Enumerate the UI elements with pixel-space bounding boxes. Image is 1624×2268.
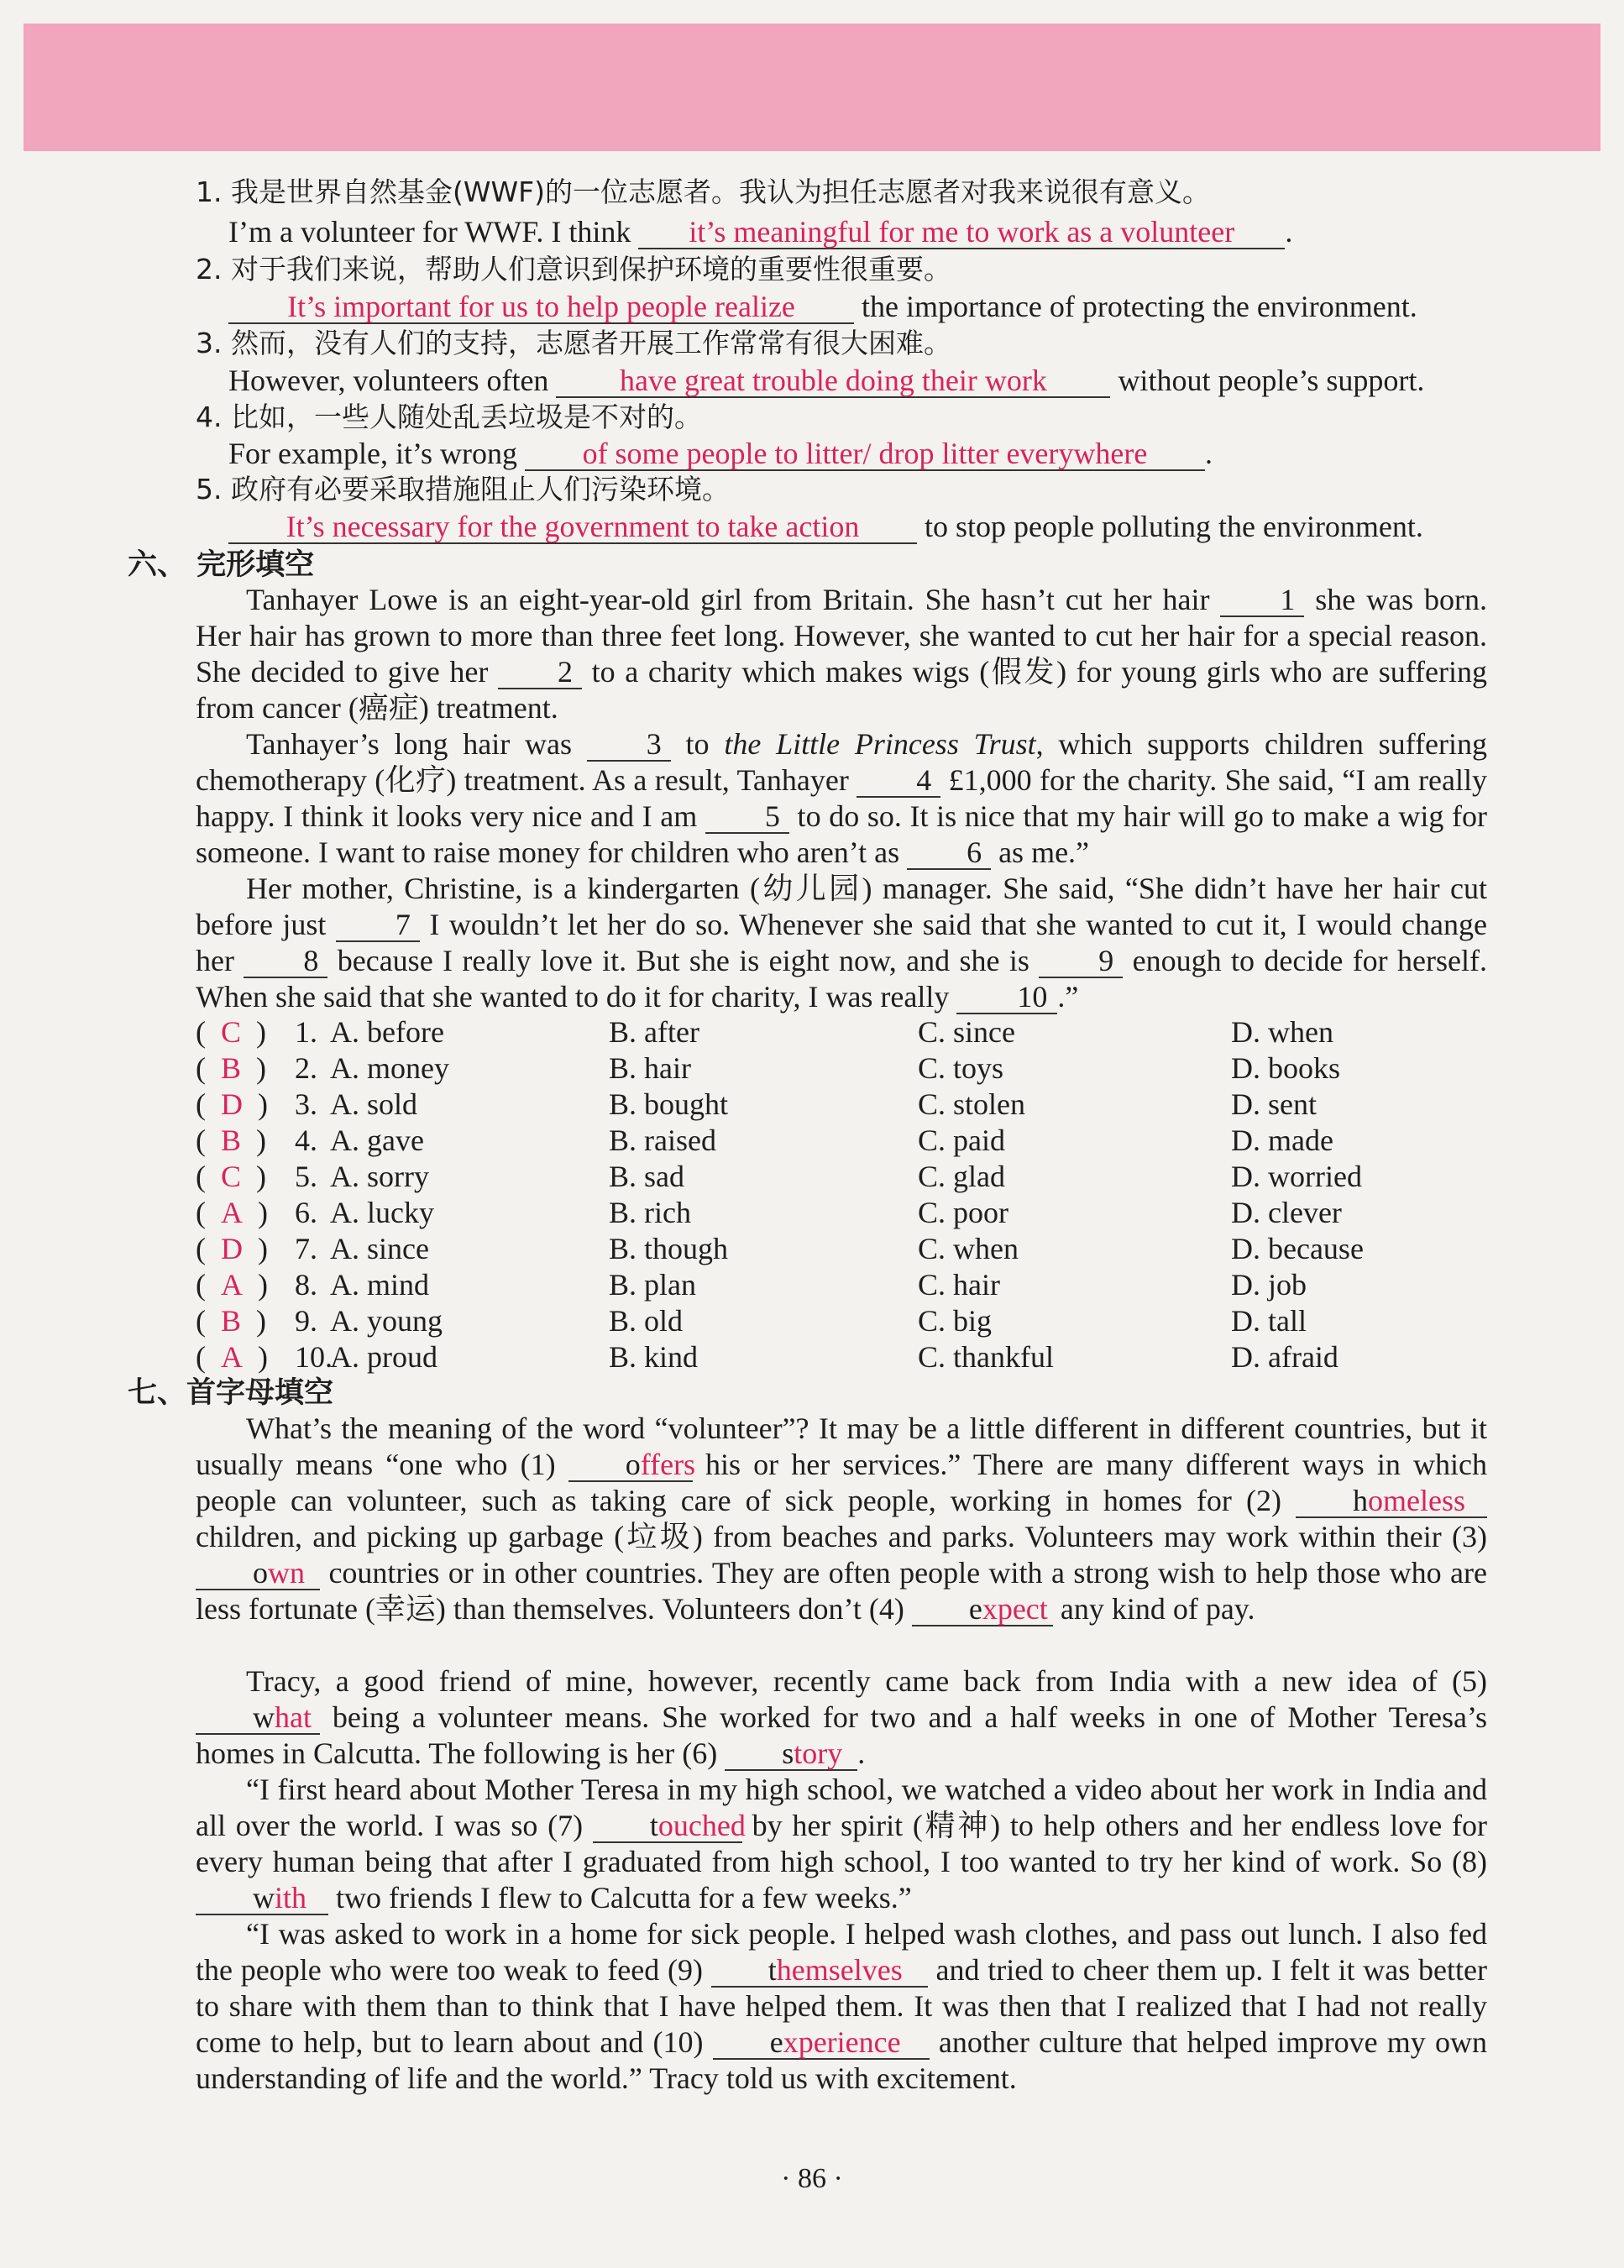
translation-item-2-en: It’s important for us to help people realize the importance of protecting the environment. [228,289,1417,324]
answer-letter: D [221,1087,243,1121]
answer-text: have great trouble doing their work [620,364,1047,397]
translation-item-5-zh: 5. 政府有必要采取措施阻止人们污染环境。 [196,473,730,505]
question-row-6: ( A ) 6. A. lucky B. rich C. poor D. clever [196,1196,1342,1229]
answer-letter: C [221,1160,242,1193]
answer-text: ouched [657,1809,746,1842]
initials-paragraph-3: “I first heard about Mother Teresa in my high school, we watched a video about her work in India and all over the world. I was so (7) touched by her spirit (精神) to help others and her endless love for every human being that after I graduated from high school, I too wanted to try her kind of work. So (8) with two friends I flew to Calcutta for a few weeks.” [196,1773,1487,1914]
section-heading-cloze: 六、 完形填空 [128,548,315,582]
answer-letter: A [221,1196,243,1229]
question-row-10: ( A ) 10. A. proud B. kind C. thankful D. afraid [196,1340,1338,1374]
question-row-8: ( A ) 8. A. mind B. plan C. hair D. job [196,1268,1307,1302]
answer-letter: C [221,1015,242,1049]
section-heading-initials: 七、首字母填空 [128,1376,334,1410]
question-row-5: ( C ) 5. A. sorry B. sad C. glad D. worried [196,1160,1362,1193]
translation-item-1-en: I’m a volunteer for WWF. I think it’s meaningful for me to work as a volunteer . [228,215,1293,249]
answer-text: tory [794,1736,843,1770]
initials-paragraph-4: “I was asked to work in a home for sick people. I helped wash clothes, and pass out lunch. I also fed the people who were too weak to feed (9) themselves and tried to cheer them up. I felt it was better to share with them than to think that I have helped them. It was then that I realized that I had not really come to help, but to learn about and (10) experience another culture that helped improve my own understanding of life and the world.” Tracy told us with excitement. [196,1917,1487,2095]
initials-paragraph-1: What’s the meaning of the word “volunteer”? It may be a little different in different countries, but it usually means “one who (1) offers his or her services.” There are many different ways in which people can volunteer, such as taking care of sick people, working in homes for (2) homeless children, and picking up garbage (垃圾) from beaches and parks. Volunteers may work within their (3) own countries or in other countries. They are often people with a strong wish to help those who are less fortunate (幸运) than themselves. Volunteers don’t (4) expect any kind of pay. [196,1412,1487,1626]
translation-item-3-zh: 3. 然而，没有人们的支持，志愿者开展工作常常有很大困难。 [196,327,951,359]
answer-text: it’s meaningful for me to work as a volunteer [689,215,1235,249]
question-row-1: ( C ) 1. A. before B. after C. since D. when [196,1015,1333,1049]
answer-letter: A [221,1340,243,1374]
translation-item-5-en: It’s necessary for the government to take action to stop people polluting the environment. [228,509,1423,544]
cloze-paragraph-1: Tanhayer Lowe is an eight-year-old girl from Britain. She hasn’t cut her hair 1 she was born. Her hair has grown to more than three feet long. However, she wanted to cut her hair for a special reason. She decided to give her 2 to a charity which makes wigs (假发) for young girls who are suffering from cancer (癌症) treatment. [196,583,1488,725]
answer-text: It’s important for us to help people realize [287,290,795,323]
answer-text: ffers [640,1448,696,1481]
question-row-2: ( B ) 2. A. money B. hair C. toys D. books [196,1051,1341,1085]
translation-item-2-zh: 2. 对于我们来说，帮助人们意识到保护环境的重要性很重要。 [196,253,951,285]
answer-text: ith [275,1881,307,1914]
header-band [24,24,1600,151]
question-row-3: ( D ) 3. A. sold B. bought C. stolen D. sent [196,1087,1317,1121]
cloze-paragraph-2: Tanhayer’s long hair was 3 to the Little Princess Trust, which supports children suffering chemotherapy (化疗) treatment. As a result, Tanhayer 4 £1,000 for the charity. She said, “I am really happy. I think it looks very nice and I am 5 to do so. It is nice that my hair will go to make a wig for someone. I want to raise money for children who aren’t as 6 as me.” [196,727,1487,869]
cloze-paragraph-3: Her mother, Christine, is a kindergarten (幼儿园) manager. She said, “She didn’t have her hair cut before just 7 I wouldn’t let her do so. Whenever she said that she wanted to cut it, I would change her 8 because I really love it. But she is eight now, and she is 9 enough to decide for herself. When she said that she wanted to do it for charity, I was really 10 .” [196,872,1488,1014]
answer-text: hemselves [776,1953,903,1987]
translation-item-4-zh: 4. 比如，一些人随处乱丢垃圾是不对的。 [196,401,702,433]
answer-text: hat [275,1700,312,1734]
answer-letter: B [221,1124,242,1157]
question-row-4: ( B ) 4. A. gave B. raised C. paid D. made [196,1124,1333,1157]
answer-text: wn [268,1556,305,1590]
answer-text: omeless [1368,1484,1465,1517]
question-row-9: ( B ) 9. A. young B. old C. big D. tall [196,1304,1307,1338]
answer-text: of some people to litter/ drop litter everywhere [582,437,1148,470]
translation-item-3-en: However, volunteers often have great trouble doing their work without people’s support. [228,364,1425,397]
answer-letter: B [221,1304,242,1338]
translation-item-1-zh: 1. 我是世界自然基金(WWF)的一位志愿者。我认为担任志愿者对我来说很有意义。 [196,175,1210,208]
translation-item-4-en: For example, it’s wrong of some people to litter/ drop litter everywhere . [228,437,1213,470]
page-number: · 86 · [781,2163,843,2194]
answer-letter: B [221,1051,242,1085]
question-row-7: ( D ) 7. A. since B. though C. when D. because [196,1232,1364,1265]
answer-letter: D [221,1232,243,1265]
initials-paragraph-2: Tracy, a good friend of mine, however, recently came back from India with a new idea of (5) what being a volunteer means. She worked for two and a half weeks in one of Mother Teresa’s homes in Calcutta. The following is her (6) story . [196,1664,1487,1770]
answer-text: xpect [982,1592,1048,1626]
answer-text: xperience [783,2025,901,2059]
answer-text: It’s necessary for the government to take action [286,510,860,543]
answer-letter: A [221,1268,243,1302]
